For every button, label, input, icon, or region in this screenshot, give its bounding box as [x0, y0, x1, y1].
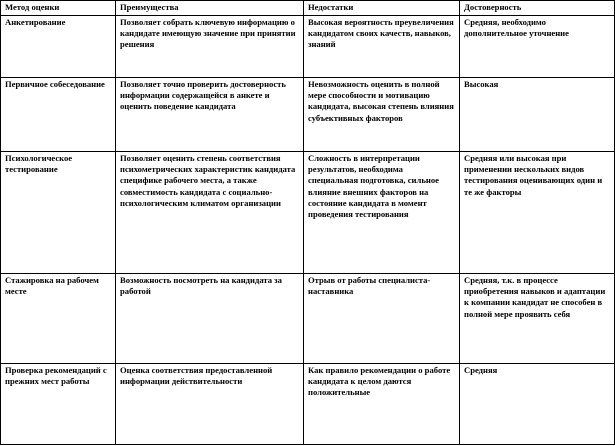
cell-disadvantages: Отрыв от работы специалиста-наставника	[304, 274, 460, 364]
table-row	[1, 152, 615, 274]
cell-method: Проверка рекомендаций с прежних мест работы	[1, 364, 116, 445]
header-cell-method: Метод оценки	[1, 1, 116, 16]
table-row	[1, 274, 615, 364]
table-row	[1, 78, 615, 152]
cell-advantages: Позволяет точно проверить достоверность информации содержащейся в анкете и оценить поведение кандидата	[116, 78, 304, 152]
cell-advantages: Позволяет собрать ключевую информацию о кандидате имеющую значение при принятии решения	[116, 16, 304, 78]
header-cell-disadvantages: Недостатки	[304, 1, 460, 16]
cell-advantages: Оценка соответствия предоставленной информации действительности	[116, 364, 304, 445]
cell-disadvantages: Невозможность оценить в полной мере способности и мотивацию кандидата, высокая степень влияния субъективных факторов	[304, 78, 460, 152]
cell-reliability: Средняя, необходимо дополнительное уточнение	[460, 16, 615, 78]
header-cell-reliability: Достоверность	[460, 1, 615, 16]
cell-method: Психологическое тестирование	[1, 152, 116, 274]
cell-reliability: Высокая	[460, 78, 615, 152]
cell-reliability: Средняя или высокая при применении нескольких видов тестирования оценивающих один и те же факторы	[460, 152, 615, 274]
cell-method: Стажировка на рабочем месте	[1, 274, 116, 364]
cell-disadvantages: Высокая вероятность преувеличения кандидатом своих качеств, навыков, знаний	[304, 16, 460, 78]
table-row	[1, 16, 615, 78]
cell-advantages: Возможность посмотреть на кандидата за работой	[116, 274, 304, 364]
cell-reliability: Средняя, т.к. в процессе приобретения навыков и адаптации к компании кандидат не способен в полной мере проявить себя	[460, 274, 615, 364]
table-row	[1, 364, 615, 445]
cell-reliability: Средняя	[460, 364, 615, 445]
table-header-row	[1, 1, 615, 16]
header-cell-advantages: Преимущества	[116, 1, 304, 16]
cell-method: Анкетирование	[1, 16, 116, 78]
cell-method: Первичное собеседование	[1, 78, 116, 152]
cell-disadvantages: Как правило рекомендации о работе кандидата к целом даются положительные	[304, 364, 460, 445]
cell-disadvantages: Сложность в интерпретации результатов, необходима специальная подготовка, сильное влияние внешних факторов на состояние кандидата в момент проведения тестирования	[304, 152, 460, 274]
cell-advantages: Позволяет оценить степень соответствия психометрических характеристик кандидата специфике рабочего места, а также совместимость кандидата с социально-психологическим климатом организации	[116, 152, 304, 274]
